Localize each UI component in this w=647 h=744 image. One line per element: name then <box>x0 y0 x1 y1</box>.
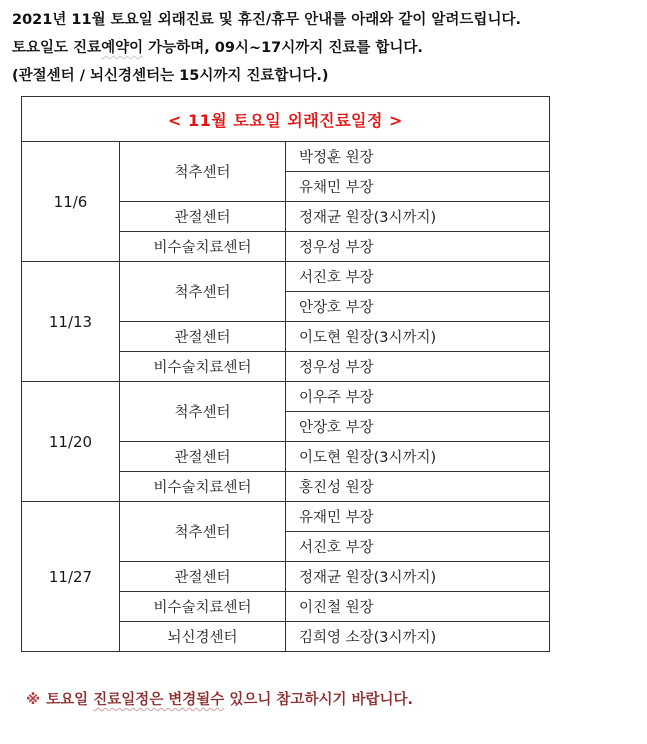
intro-line-2-squiggle: 예약이 <box>101 40 144 56</box>
intro-line-2 <box>12 34 642 62</box>
doctor-cell: 홍진성 원장 <box>286 472 550 502</box>
doctor-cell: 서진호 부장 <box>286 532 550 562</box>
center-cell: 관절센터 <box>120 442 286 472</box>
table-row <box>22 262 550 292</box>
center-cell: 척추센터 <box>120 502 286 562</box>
center-cell: 비수술치료센터 <box>120 472 286 502</box>
table-row <box>22 142 550 172</box>
date-cell: 11/6 <box>22 142 120 262</box>
table-row <box>22 502 550 532</box>
center-cell: 비수술치료센터 <box>120 592 286 622</box>
doctor-cell: 정재균 원장(3시까지) <box>286 202 550 232</box>
doctor-cell: 이도현 원장(3시까지) <box>286 442 550 472</box>
center-cell: 관절센터 <box>120 202 286 232</box>
doctor-cell: 김희영 소장(3시까지) <box>286 622 550 652</box>
note-underlined: 진료일정은 변경될수 <box>93 692 225 708</box>
intro-line-2-after: 가능하며, 09시~17시까지 진료를 합니다. <box>143 40 423 56</box>
doctor-cell: 이도현 원장(3시까지) <box>286 322 550 352</box>
note-after: 있으니 참고하시기 바랍니다. <box>224 692 414 708</box>
doctor-cell: 정재균 원장(3시까지) <box>286 562 550 592</box>
intro-line-2-before: 토요일도 진료 <box>12 40 102 56</box>
intro-line-3: (관절센터 / 뇌신경센터는 15시까지 진료합니다.) <box>12 68 329 84</box>
center-cell: 비수술치료센터 <box>120 232 286 262</box>
doctor-cell: 안장호 부장 <box>286 292 550 322</box>
note-before: 토요일 <box>46 692 94 708</box>
center-cell: 비수술치료센터 <box>120 352 286 382</box>
center-cell: 관절센터 <box>120 322 286 352</box>
title-row <box>22 97 550 142</box>
doctor-cell: 이우주 부장 <box>286 382 550 412</box>
center-cell: 척추센터 <box>120 142 286 202</box>
schedule-table <box>21 96 550 652</box>
center-cell: 척추센터 <box>120 382 286 442</box>
schedule-title: < 11월 토요일 외래진료일정 > <box>22 97 550 142</box>
intro-notice <box>12 6 642 90</box>
doctor-cell: 박정훈 원장 <box>286 142 550 172</box>
reference-mark: ※ <box>26 692 41 708</box>
doctor-cell: 이진철 원장 <box>286 592 550 622</box>
doctor-cell: 안장호 부장 <box>286 412 550 442</box>
doctor-cell: 유채민 부장 <box>286 172 550 202</box>
doctor-cell: 유재민 부장 <box>286 502 550 532</box>
intro-line-1: 2021년 11월 토요일 외래진료 및 휴진/휴무 안내를 아래와 같이 알려드립니다. <box>12 12 521 28</box>
center-cell: 뇌신경센터 <box>120 622 286 652</box>
table-row <box>22 382 550 412</box>
doctor-cell: 정우성 부장 <box>286 352 550 382</box>
center-cell: 척추센터 <box>120 262 286 322</box>
date-cell: 11/13 <box>22 262 120 382</box>
doctor-cell: 정우성 부장 <box>286 232 550 262</box>
center-cell: 관절센터 <box>120 562 286 592</box>
date-cell: 11/20 <box>22 382 120 502</box>
footer-note <box>26 688 626 709</box>
schedule-body <box>22 97 550 652</box>
doctor-cell: 서진호 부장 <box>286 262 550 292</box>
date-cell: 11/27 <box>22 502 120 652</box>
